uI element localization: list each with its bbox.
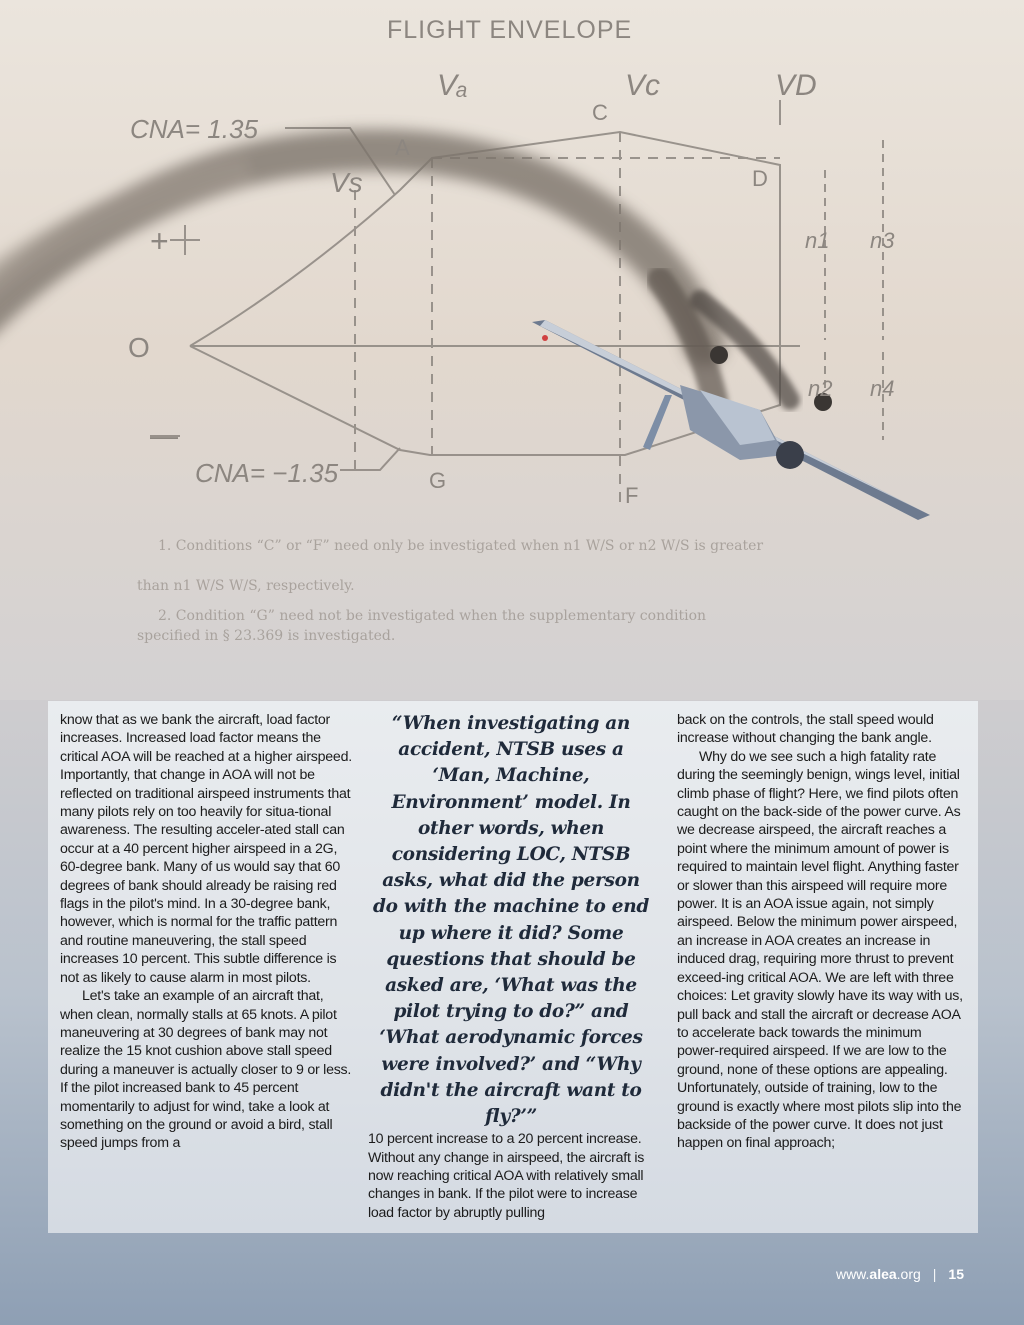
label-plus: +: [150, 223, 169, 259]
label-n4: n4: [870, 376, 895, 401]
article-column-2: [368, 711, 654, 1222]
label-cna-bottom: CNA= −1.35: [195, 458, 339, 488]
label-point-d: D: [752, 166, 768, 191]
label-vd: VD: [775, 69, 817, 102]
label-va: Vₐ: [437, 69, 468, 102]
label-n1: n1: [805, 228, 830, 253]
label-vs: Vs: [330, 167, 363, 198]
article-body: [48, 701, 978, 1233]
label-point-g: G: [429, 468, 447, 493]
label-point-f: F: [625, 483, 639, 508]
page-number: 15: [948, 1266, 964, 1282]
label-point-a: A: [395, 135, 410, 160]
pull-quote: “When investigating an accident, NTSB uses a ‘Man, Machine, Environment’ model. In other words, when considering LOC, NTSB asks, what did the person do with the machine to end up where it did? Some questions that should be asked are, ‘What was the pilot trying to do?” and ‘What aerodynamic forces were involved?’ and “Why didn't the aircraft want to fly?’”: [373, 713, 649, 1128]
diagram-note-1b: than n1 W/S W/S, respectively.: [137, 578, 355, 594]
diagram-title: FLIGHT ENVELOPE: [387, 16, 633, 44]
label-cna-top: CNA= 1.35: [130, 114, 258, 144]
article-column-3: [677, 711, 965, 1153]
diagram-note-1: 1. Conditions “C” or “F” need only be investigated when n1 W/S or n2 W/S is greater: [158, 538, 764, 554]
label-minus: —: [150, 420, 178, 451]
diagram-note-2b: specified in § 23.369 is investigated.: [137, 628, 396, 644]
footer-separator: |: [932, 1266, 937, 1282]
page-footer: [836, 1266, 964, 1282]
paragraph: Let's take an example of an aircraft that, when clean, normally stalls at 65 knots. A pilot maneuvering at 30 degrees of bank may not realize the 15 knot cushion above stall speed during a maneuver is actually closer to 9 or less. If the pilot increased bank to 45 percent momentarily to adjust for wind, take a look at something on the ground or avoid a bird, stall speed jumps from a: [60, 988, 352, 1152]
paragraph: Why do we see such a high fatality rate during the seemingly benign, wings level, initial climb phase of flight? Here, we find pilots often caught on the back-side of the power curve. As we decrease airspeed, the aircraft reaches a point where the minimum amount of power is required to maintain level flight. Anything faster or slower than this airspeed will require more power. It is an AOA issue again, not simply airspeed. Below the minimum power airspeed, an increase in AOA creates an increase in induced drag, requiring more thrust to prevent exceed-ing critical AOA. We are left with three choices: Let gravity slowly have its way with us, pull back and stall the aircraft or decrease AOA to accelerate back towards the minimum power-required airspeed. If we are low to the ground, none of these options are appealing. Unfortunately, outside of training, low to the ground is exactly where most pilots slip into the backside of the power curve. It does not just happen on final approach;: [677, 748, 963, 1152]
label-point-c: C: [592, 100, 608, 125]
label-n2: n2: [808, 376, 833, 401]
label-n3: n3: [870, 228, 895, 253]
label-vc: Vc: [625, 69, 661, 102]
paragraph: 10 percent increase to a 20 percent increase. Without any change in airspeed, the aircraft is now reaching critical AOA with relatively small changes in bank. If the pilot were to increase load factor by abruptly pulling: [368, 1131, 645, 1221]
paragraph: know that as we bank the aircraft, load factor increases. Increased load factor means the critical AOA will be reached at a higher airspeed. Importantly, that change in AOA will not be reflected on traditional airspeed instruments that many pilots rely on too heavily for situa-tional awareness. The resulting acceler-ated stall can occur at a 40 percent higher airspeed in a 2G, 60-degree bank. Many of us would say that 60 degrees of bank should already be raising red flags in the pilot's mind. In a 30-degree bank, however, which is normal for the traffic pattern and routine maneuvering, the stall speed increases 10 percent. This subtle difference is not as likely to cause alarm in most pilots.: [60, 712, 352, 986]
label-zero: O: [128, 332, 150, 363]
footer-url[interactable]: www.alea.org: [835, 1266, 921, 1282]
article-column-1: [60, 711, 352, 1153]
diagram-note-2: 2. Condition “G” need not be investigated when the supplementary condition: [158, 608, 707, 624]
paragraph: back on the controls, the stall speed would increase without changing the bank angle.: [677, 712, 934, 747]
